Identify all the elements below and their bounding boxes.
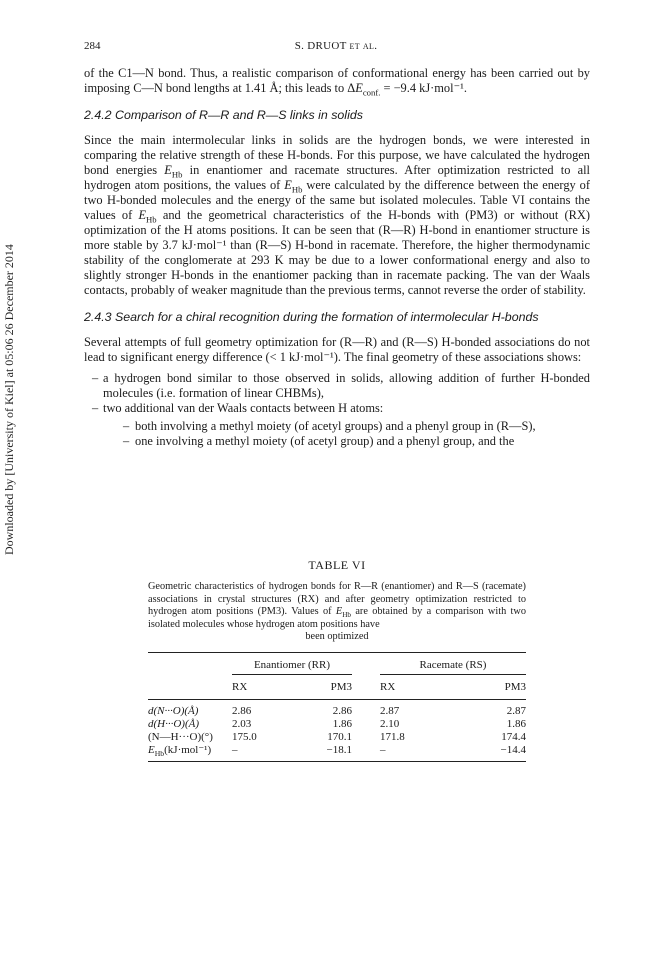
page-header [0, 40, 672, 56]
table-vi [148, 558, 526, 762]
paragraph-hbond-comparison: Since the main intermolecular links in solids are the hydrogen bonds, we were interested in comparing the relative strength of these H-bonds. For this purpose, we have calculated the hydrogen bond energies $E_{Hb}$ in enantiomer and racemate structures. After optimization restricted to all hydrogen atom positions, the values of $E_{Hb}$ were calculated by the difference between the energy of two H-bonded molecules and the energy of the same but isolated molecules. Table VI contains the values of $E_{Hb}$ and the geometrical characteristics of the H-bonds with (PM3) or without (RX) optimization of the H atoms positions. It can be seen that (R—R) H-bond in enantiomer structure is more stable by 3.7 kJ·mol⁻¹ than (R—S) H-bond in racemate. Therefore, the higher thermodynamic stability of the conglomerate at 293 K may be due to a lower conformational energy and also to slightly stronger H-bonds in the enantiomer packing than in racemate packing. The van der Waals contacts, probably of weaker magnitude than the previous terms, cannot reverse the order of stability. [84, 133, 590, 297]
running-head: S. DRUOT et al. [294, 40, 378, 52]
section-heading-2-4-2: 2.4.2 Comparison of R—R and R—S links in solids [84, 108, 363, 122]
table-caption: Geometric characteristics of hydrogen bonds for R—R (enantiomer) and R—S (racemate) associations in crystal structures (RX) and after geometry optimization restricted to hydrogen atom positions (PM3). Values of $E_{Hb}$ are obtained by a comparison with two isolated molecules whose hydrogen atom positions have been optimized [148, 581, 526, 642]
column-header: PM3 [436, 674, 526, 699]
page-number: 284 [84, 40, 101, 52]
body-text [84, 66, 590, 449]
group-header-racemate: Racemate (RS) [380, 656, 526, 675]
association-features-list [84, 371, 590, 449]
list-item: – two additional van der Waals contacts between H atoms: – both involving a methyl moiety (of acetyl groups) and a phenyl group in (R—S), – one involving a methyl moiety (of acetyl group) and a phenyl group, and the [84, 401, 590, 449]
list-item: – a hydrogen bond similar to those observed in solids, allowing addition of further H-bonded molecules (i.e. formation of linear CHBMs), [84, 371, 590, 401]
vdw-contacts-sublist [103, 419, 590, 449]
table-row: $E_{Hb}(kJ\cdot mol^{-1})$ – −18.1 – −14.4 [148, 743, 526, 758]
column-header: PM3 [282, 674, 352, 699]
table-row: d(H···O)(Å) 2.03 1.86 2.10 1.86 [148, 717, 526, 730]
table-title: TABLE VI [308, 558, 366, 572]
table-row: (N—H···O)(°) 175.0 170.1 171.8 174.4 [148, 730, 526, 743]
table-row: d(N···O)(Å) 2.86 2.86 2.87 2.87 [148, 704, 526, 717]
column-header: RX [380, 674, 436, 699]
column-header: RX [232, 674, 282, 699]
list-item: – both involving a methyl moiety (of acetyl groups) and a phenyl group in (R—S), [103, 419, 590, 434]
paragraph-geometry-optimization: Several attempts of full geometry optimization for (R—R) and (R—S) H-bonded associations do not lead to significant energy difference (< 1 kJ·mol⁻¹). The final geometry of these associations shows: [84, 335, 590, 364]
download-watermark: Downloaded by [University of Kiel] at 05:06 26 December 2014 [2, 244, 16, 556]
paragraph-conformational-energy: of the C1—N bond. Thus, a realistic comparison of conformational energy has been carried out by imposing C—N bond lengths at 1.41 Å; this leads to $\Delta E_{conf.} = -9.4$ kJ·mol⁻¹. [84, 66, 590, 98]
section-heading-2-4-3: 2.4.3 Search for a chiral recognition during the formation of intermolecular H-bonds [84, 310, 539, 324]
list-item: – one involving a methyl moiety (of acetyl group) and a phenyl group, and the [103, 434, 590, 449]
hbond-table [148, 652, 526, 762]
group-header-enantiomer: Enantiomer (RR) [232, 656, 352, 675]
